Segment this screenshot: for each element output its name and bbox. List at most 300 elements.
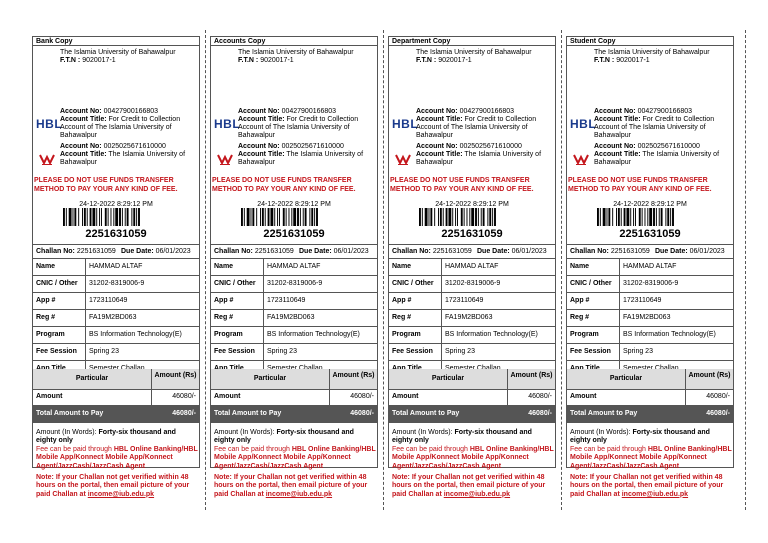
challan-line <box>33 244 199 259</box>
copy-title: Student Copy <box>567 37 733 46</box>
due-date-value: 06/01/2023 <box>511 248 547 255</box>
account-no-value: 0025025671610000 <box>637 143 700 150</box>
university-name: The Islamia University of Bahawalpur <box>238 49 354 56</box>
support-email-link[interactable]: income@iub.edu.pk <box>265 490 333 498</box>
hbl-account-info <box>416 108 554 140</box>
support-email-link[interactable]: income@iub.edu.pk <box>87 490 155 498</box>
info-row <box>567 327 733 344</box>
info-value: Spring 23 <box>442 344 556 361</box>
fee-row-value: 46080/- <box>528 393 552 400</box>
challan-no-label: Challan No: <box>570 248 609 255</box>
bank-logo-icon <box>395 153 411 165</box>
info-value: 1723110649 <box>620 293 734 310</box>
verification-note <box>570 474 732 499</box>
due-date-label: Due Date: <box>121 248 154 255</box>
challan-no <box>214 245 294 258</box>
hbl-logo: HBL <box>214 117 241 131</box>
account-no-label: Account No: <box>60 143 102 150</box>
info-key: Reg # <box>389 310 442 327</box>
info-row <box>567 344 733 361</box>
second-account-no <box>238 143 376 151</box>
info-value: FA19M2BD063 <box>442 310 556 327</box>
challan-no <box>570 245 650 258</box>
barcode-image <box>241 208 349 226</box>
account-title-label: Account Title: <box>416 116 463 124</box>
info-key: CNIC / Other <box>33 276 86 293</box>
student-info-table <box>567 259 733 378</box>
info-value: HAMMAD ALTAF <box>442 259 556 276</box>
info-key: Program <box>389 327 442 344</box>
info-value: Spring 23 <box>86 344 200 361</box>
account-no-label: Account No: <box>594 143 636 150</box>
total-label: Total Amount to Pay <box>214 410 282 417</box>
cut-line <box>383 30 384 510</box>
second-account-no <box>416 143 554 151</box>
due-date-value: 06/01/2023 <box>155 248 191 255</box>
payment-methods-note <box>214 446 376 471</box>
funds-transfer-warning: PLEASE DO NOT USE FUNDS TRANSFER METHOD TO PAY YOUR ANY KIND OF FEE. <box>212 177 356 193</box>
info-key: App # <box>33 293 86 310</box>
payment-methods-note <box>392 446 554 471</box>
fee-row <box>211 389 377 406</box>
barcode <box>63 208 171 226</box>
ftn-label: F.T.N : <box>594 57 615 65</box>
copy-title: Department Copy <box>389 37 555 46</box>
barcode <box>241 208 349 226</box>
challan-no-label: Challan No: <box>214 248 253 255</box>
second-account-no <box>60 143 198 151</box>
paynote-prefix: Fee can be paid through <box>214 446 292 453</box>
challan-no <box>392 245 472 258</box>
account-title-label: Account Title: <box>60 151 107 159</box>
info-value: BS Information Technology(E) <box>442 327 556 344</box>
hbl-account-title <box>416 116 554 140</box>
verification-note <box>36 474 198 499</box>
info-value: FA19M2BD063 <box>264 310 378 327</box>
account-title-label: Account Title: <box>416 151 463 159</box>
paynote-methods: HBL Online Banking/HBL Mobile App/Konnect Mobile App/Konnect Agent/JazzCash/JazzCash Agent <box>214 446 376 470</box>
amount-in-words <box>570 429 732 445</box>
hbl-account-info <box>60 108 198 140</box>
issue-datetime: 24-12-2022 8:29:12 PM <box>79 201 153 208</box>
info-value: FA19M2BD063 <box>620 310 734 327</box>
info-key: Fee Session <box>33 344 86 361</box>
info-key: Name <box>211 259 264 276</box>
account-no-label: Account No: <box>416 143 458 150</box>
particular-header: Particular <box>389 369 508 389</box>
funds-transfer-warning: PLEASE DO NOT USE FUNDS TRANSFER METHOD TO PAY YOUR ANY KIND OF FEE. <box>568 177 712 193</box>
copy-title: Accounts Copy <box>211 37 377 46</box>
account-no-value: 0025025671610000 <box>103 143 166 150</box>
info-row <box>567 310 733 327</box>
ftn-value: 9020017-1 <box>260 57 294 65</box>
fee-row-divider <box>151 389 152 405</box>
fee-table-header <box>33 369 199 390</box>
total-row <box>567 405 733 423</box>
hbl-account-no <box>594 108 732 116</box>
account-title-label: Account Title: <box>238 116 285 124</box>
words-value: Forty-six thousand and eighty only <box>392 429 532 445</box>
fee-row-value: 46080/- <box>706 393 730 400</box>
info-row <box>211 327 377 344</box>
challan-line <box>211 244 377 259</box>
challan-no-label: Challan No: <box>36 248 75 255</box>
due-date <box>299 245 369 258</box>
challan-copy <box>32 36 200 498</box>
paynote-methods: HBL Online Banking/HBL Mobile App/Konnect Mobile App/Konnect Agent/JazzCash/JazzCash Agent <box>36 446 198 470</box>
student-info-table <box>211 259 377 378</box>
paynote-methods: HBL Online Banking/HBL Mobile App/Konnect Mobile App/Konnect Agent/JazzCash/JazzCash Agent <box>570 446 732 470</box>
account-no-label: Account No: <box>238 108 280 115</box>
particular-header: Particular <box>33 369 152 389</box>
verify-text: Note: If your Challan not get verified within 48 hours on the portal, then email picture of your paid Challan at <box>392 474 546 498</box>
info-value: 31202-8319006-9 <box>620 276 734 293</box>
fee-row <box>33 389 199 406</box>
account-no-value: 00427900166803 <box>281 108 337 115</box>
fee-row-label: Amount <box>570 393 597 400</box>
paynote-methods: HBL Online Banking/HBL Mobile App/Konnect Mobile App/Konnect Agent/JazzCash/JazzCash Agent <box>392 446 554 470</box>
account-no-label: Account No: <box>594 108 636 115</box>
support-email-link[interactable]: income@iub.edu.pk <box>621 490 689 498</box>
ftn-line <box>594 57 732 65</box>
info-value: 31202-8319006-9 <box>86 276 200 293</box>
second-bank-logo <box>217 153 233 165</box>
verify-text: Note: If your Challan not get verified within 48 hours on the portal, then email picture of your paid Challan at <box>214 474 368 498</box>
university-info <box>594 49 732 65</box>
fee-row-divider <box>507 389 508 405</box>
info-value: Spring 23 <box>264 344 378 361</box>
amount-header: Amount (Rs) <box>154 372 197 379</box>
university-info <box>238 49 376 65</box>
amount-in-words <box>214 429 376 445</box>
second-account-title <box>416 151 554 167</box>
info-row <box>389 276 555 293</box>
amount-header: Amount (Rs) <box>688 372 731 379</box>
info-value: 1723110649 <box>442 293 556 310</box>
due-date <box>121 245 191 258</box>
funds-transfer-warning: PLEASE DO NOT USE FUNDS TRANSFER METHOD TO PAY YOUR ANY KIND OF FEE. <box>34 177 178 193</box>
challan-copy <box>388 36 556 498</box>
verify-text: Note: If your Challan not get verified within 48 hours on the portal, then email picture of your paid Challan at <box>36 474 190 498</box>
account-no-label: Account No: <box>238 143 280 150</box>
hbl-logo: HBL <box>570 117 597 131</box>
university-info <box>416 49 554 65</box>
second-account-title <box>594 151 732 167</box>
paynote-prefix: Fee can be paid through <box>570 446 648 453</box>
university-name: The Islamia University of Bahawalpur <box>60 49 176 56</box>
second-account-info <box>238 143 376 167</box>
info-value: 1723110649 <box>86 293 200 310</box>
barcode-image <box>419 208 527 226</box>
hbl-account-title <box>238 116 376 140</box>
verify-text: Note: If your Challan not get verified within 48 hours on the portal, then email picture of your paid Challan at <box>570 474 724 498</box>
second-account-info <box>594 143 732 167</box>
info-row <box>211 259 377 276</box>
particular-header: Particular <box>211 369 330 389</box>
info-key: App # <box>389 293 442 310</box>
due-date <box>655 245 725 258</box>
ftn-value: 9020017-1 <box>82 57 116 65</box>
account-no-value: 00427900166803 <box>103 108 159 115</box>
fee-row-label: Amount <box>36 393 63 400</box>
fee-row-divider <box>329 389 330 405</box>
ftn-label: F.T.N : <box>416 57 437 65</box>
particular-header: Particular <box>567 369 686 389</box>
amount-header: Amount (Rs) <box>332 372 375 379</box>
info-value: FA19M2BD063 <box>86 310 200 327</box>
info-key: App # <box>567 293 620 310</box>
info-key: Reg # <box>211 310 264 327</box>
account-no-label: Account No: <box>416 108 458 115</box>
info-row <box>211 310 377 327</box>
barcode-number: 2251631059 <box>441 228 503 240</box>
info-key: App # <box>211 293 264 310</box>
account-no-value: 0025025671610000 <box>459 143 522 150</box>
ftn-line <box>60 57 198 65</box>
bank-logo-icon <box>39 153 55 165</box>
account-title-label: Account Title: <box>594 151 641 159</box>
payment-methods-note <box>570 446 732 471</box>
challan-copy <box>210 36 378 498</box>
account-no-value: 0025025671610000 <box>281 143 344 150</box>
info-value: 1723110649 <box>264 293 378 310</box>
second-account-no <box>594 143 732 151</box>
info-row <box>211 276 377 293</box>
account-title-value: The Islamia University of Bahawalpur <box>416 151 542 167</box>
hbl-logo: HBL <box>392 117 419 131</box>
account-no-value: 00427900166803 <box>637 108 693 115</box>
info-row <box>33 310 199 327</box>
info-row <box>33 276 199 293</box>
info-key: Name <box>567 259 620 276</box>
support-email-link[interactable]: income@iub.edu.pk <box>443 490 511 498</box>
account-title-value: The Islamia University of Bahawalpur <box>60 151 186 167</box>
paynote-prefix: Fee can be paid through <box>36 446 114 453</box>
account-title-value: For Credit to Collection Account of The Islamia University of Bahawalpur <box>416 116 537 140</box>
cut-line <box>561 30 562 510</box>
barcode <box>419 208 527 226</box>
second-account-title <box>60 151 198 167</box>
account-title-label: Account Title: <box>60 116 107 124</box>
fee-row-label: Amount <box>392 393 419 400</box>
challan-no-label: Challan No: <box>392 248 431 255</box>
fee-row <box>389 389 555 406</box>
hbl-logo: HBL <box>36 117 63 131</box>
student-info-table <box>389 259 555 378</box>
total-row <box>211 405 377 423</box>
total-label: Total Amount to Pay <box>392 410 460 417</box>
total-row <box>33 405 199 423</box>
words-value: Forty-six thousand and eighty only <box>36 429 176 445</box>
info-key: Fee Session <box>567 344 620 361</box>
challan-line <box>389 244 555 259</box>
due-date-value: 06/01/2023 <box>333 248 369 255</box>
info-row <box>389 327 555 344</box>
info-value: 31202-8319006-9 <box>264 276 378 293</box>
fee-row-value: 46080/- <box>172 393 196 400</box>
barcode-number: 2251631059 <box>85 228 147 240</box>
info-row <box>33 259 199 276</box>
hbl-account-info <box>594 108 732 140</box>
funds-transfer-warning: PLEASE DO NOT USE FUNDS TRANSFER METHOD TO PAY YOUR ANY KIND OF FEE. <box>390 177 534 193</box>
info-value: BS Information Technology(E) <box>620 327 734 344</box>
barcode-image <box>597 208 705 226</box>
words-label: Amount (In Words): <box>36 429 97 436</box>
info-value: BS Information Technology(E) <box>86 327 200 344</box>
barcode-image <box>63 208 171 226</box>
paynote-prefix: Fee can be paid through <box>392 446 470 453</box>
hbl-account-title <box>60 116 198 140</box>
second-account-title <box>238 151 376 167</box>
issue-datetime: 24-12-2022 8:29:12 PM <box>613 201 687 208</box>
info-key: Program <box>33 327 86 344</box>
student-info-table <box>33 259 199 378</box>
challan-no-value: 2251631059 <box>432 248 472 255</box>
fee-row-label: Amount <box>214 393 241 400</box>
info-row <box>211 293 377 310</box>
total-value: 46080/- <box>172 410 196 417</box>
barcode <box>597 208 705 226</box>
hbl-account-no <box>60 108 198 116</box>
info-value: Spring 23 <box>620 344 734 361</box>
amount-in-words <box>36 429 198 445</box>
hbl-account-title <box>594 116 732 140</box>
cut-line <box>745 30 746 510</box>
info-row <box>33 293 199 310</box>
fee-row <box>567 389 733 406</box>
university-info <box>60 49 198 65</box>
account-title-value: The Islamia University of Bahawalpur <box>238 151 364 167</box>
info-key: Name <box>389 259 442 276</box>
info-key: CNIC / Other <box>567 276 620 293</box>
info-key: Program <box>211 327 264 344</box>
info-value: 31202-8319006-9 <box>442 276 556 293</box>
info-row <box>567 259 733 276</box>
words-value: Forty-six thousand and eighty only <box>214 429 354 445</box>
due-date-label: Due Date: <box>655 248 688 255</box>
info-key: CNIC / Other <box>389 276 442 293</box>
total-label: Total Amount to Pay <box>570 410 638 417</box>
info-key: Fee Session <box>211 344 264 361</box>
due-date-label: Due Date: <box>299 248 332 255</box>
info-key: Reg # <box>33 310 86 327</box>
ftn-value: 9020017-1 <box>438 57 472 65</box>
challan-no-value: 2251631059 <box>76 248 116 255</box>
account-title-value: For Credit to Collection Account of The Islamia University of Bahawalpur <box>594 116 715 140</box>
challan-line <box>567 244 733 259</box>
info-row <box>567 276 733 293</box>
info-row <box>389 344 555 361</box>
words-label: Amount (In Words): <box>570 429 631 436</box>
second-account-info <box>416 143 554 167</box>
info-row <box>33 344 199 361</box>
words-value: Forty-six thousand and eighty only <box>570 429 710 445</box>
words-label: Amount (In Words): <box>392 429 453 436</box>
fee-table-header <box>567 369 733 390</box>
barcode-number: 2251631059 <box>619 228 681 240</box>
info-row <box>211 344 377 361</box>
ftn-line <box>238 57 376 65</box>
ftn-value: 9020017-1 <box>616 57 650 65</box>
account-no-value: 00427900166803 <box>459 108 515 115</box>
due-date-value: 06/01/2023 <box>689 248 725 255</box>
hbl-account-no <box>416 108 554 116</box>
amount-in-words <box>392 429 554 445</box>
fee-row-value: 46080/- <box>350 393 374 400</box>
words-label: Amount (In Words): <box>214 429 275 436</box>
total-row <box>389 405 555 423</box>
verification-note <box>392 474 554 499</box>
account-no-label: Account No: <box>60 108 102 115</box>
copy-title: Bank Copy <box>33 37 199 46</box>
info-key: Name <box>33 259 86 276</box>
total-value: 46080/- <box>706 410 730 417</box>
due-date-label: Due Date: <box>477 248 510 255</box>
account-title-value: The Islamia University of Bahawalpur <box>594 151 720 167</box>
info-key: Reg # <box>567 310 620 327</box>
fee-row-divider <box>685 389 686 405</box>
info-row <box>567 293 733 310</box>
info-value: HAMMAD ALTAF <box>620 259 734 276</box>
barcode-number: 2251631059 <box>263 228 325 240</box>
info-row <box>389 259 555 276</box>
payment-methods-note <box>36 446 198 471</box>
bank-logo-icon <box>573 153 589 165</box>
total-value: 46080/- <box>350 410 374 417</box>
account-title-label: Account Title: <box>238 151 285 159</box>
info-key: Program <box>567 327 620 344</box>
info-row <box>389 310 555 327</box>
info-value: HAMMAD ALTAF <box>86 259 200 276</box>
issue-datetime: 24-12-2022 8:29:12 PM <box>257 201 331 208</box>
challan-no-value: 2251631059 <box>610 248 650 255</box>
total-value: 46080/- <box>528 410 552 417</box>
amount-header: Amount (Rs) <box>510 372 553 379</box>
second-bank-logo <box>395 153 411 165</box>
ftn-label: F.T.N : <box>60 57 81 65</box>
hbl-account-info <box>238 108 376 140</box>
issue-datetime: 24-12-2022 8:29:12 PM <box>435 201 509 208</box>
info-value: HAMMAD ALTAF <box>264 259 378 276</box>
info-value: BS Information Technology(E) <box>264 327 378 344</box>
info-key: CNIC / Other <box>211 276 264 293</box>
account-title-value: For Credit to Collection Account of The Islamia University of Bahawalpur <box>238 116 359 140</box>
ftn-label: F.T.N : <box>238 57 259 65</box>
challan-copy <box>566 36 734 498</box>
second-account-info <box>60 143 198 167</box>
challan-no-value: 2251631059 <box>254 248 294 255</box>
second-bank-logo <box>39 153 55 165</box>
info-row <box>33 327 199 344</box>
fee-table-header <box>211 369 377 390</box>
due-date <box>477 245 547 258</box>
bank-logo-icon <box>217 153 233 165</box>
account-title-value: For Credit to Collection Account of The Islamia University of Bahawalpur <box>60 116 181 140</box>
info-row <box>389 293 555 310</box>
verification-note <box>214 474 376 499</box>
cut-line <box>205 30 206 510</box>
account-title-label: Account Title: <box>594 116 641 124</box>
info-key: Fee Session <box>389 344 442 361</box>
university-name: The Islamia University of Bahawalpur <box>594 49 710 56</box>
challan-no <box>36 245 116 258</box>
second-bank-logo <box>573 153 589 165</box>
hbl-account-no <box>238 108 376 116</box>
ftn-line <box>416 57 554 65</box>
total-label: Total Amount to Pay <box>36 410 104 417</box>
fee-table-header <box>389 369 555 390</box>
university-name: The Islamia University of Bahawalpur <box>416 49 532 56</box>
